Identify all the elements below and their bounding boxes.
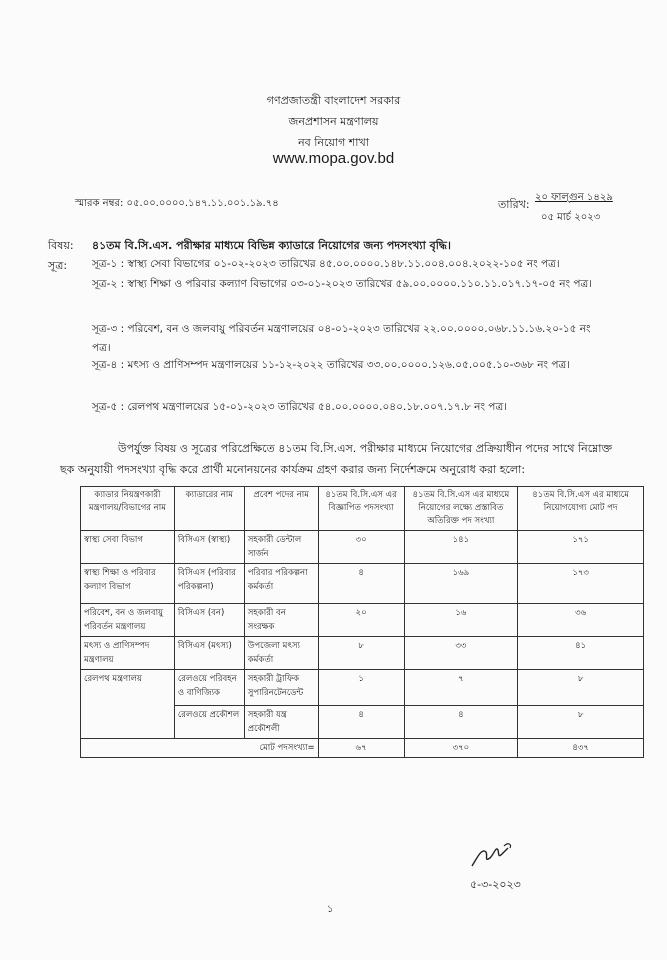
date-bangla: ২০ ফাল্গুন ১৪২৯: [535, 192, 613, 203]
reference-item: সূত্র-১ : স্বাস্থ্য সেবা বিভাগের ০১-০২-২০২৩ তারিখের ৪৫.০০.০০০০.১৪৮.১১.০০৪.০০৪.২০২২-১০৫ নং পত্র।: [92, 258, 560, 270]
date-english: ০৫ মার্চ ২০২৩: [541, 212, 601, 223]
post-cell: সহকারী যন্ত্র প্রকৌশলী: [244, 706, 318, 739]
advertised-cell: ২০: [318, 604, 404, 637]
total-cell: ১৭১: [518, 531, 644, 564]
cadre-cell: বিসিএস (পরিবার পরিকল্পনা): [174, 564, 244, 604]
total-total: ৪৩৭: [518, 739, 644, 758]
cadre-cell: রেলওয়ে প্রকৌশল: [174, 706, 244, 739]
post-cell: সহকারী ডেন্টাল সার্জন: [244, 531, 318, 564]
total-label: মোট পদসংখ্যা=: [81, 739, 319, 758]
ministry-cell: মৎস্য ও প্রাণিসম্পদ মন্ত্রণালয়: [81, 637, 175, 670]
table-row: [81, 670, 644, 706]
subject-label: বিষয়:: [48, 239, 74, 252]
total-cell: ৩৬: [518, 604, 644, 637]
reference-item: সূত্র-৪ : মৎস্য ও প্রাণিসম্পদ মন্ত্রণালয়ের ১১-১২-২০২২ তারিখের ৩৩.০০.০০০০.১২৬.০৫.০০৫.১০-৩৬৮ নং পত্র।: [92, 359, 570, 371]
table-row: [81, 564, 644, 604]
total-advertised: ৬৭: [318, 739, 404, 758]
posts-table: [80, 486, 644, 758]
column-header: ৪১তম বি.সি.এস এর মাধ্যমে নিয়োগের লক্ষ্যে প্রস্তাবিত অতিরিক্ত পদ সংখ্যা: [404, 487, 518, 531]
total-cell: ১৭৩: [518, 564, 644, 604]
column-header: ক্যাডার নিয়ন্ত্রণকারী মন্ত্রণালয়/বিভাগের নাম: [81, 487, 175, 531]
total-cell: ৮: [518, 706, 644, 739]
signature: [468, 838, 516, 870]
body-paragraph: উপর্যুক্ত বিষয় ও সূত্রের পরিপ্রেক্ষিতে ৪১তম বি.সি.এস. পরীক্ষার মাধ্যমে নিয়োগের প্রক্রিয়াধীন পদের সাথে নিম্নোক্ত ছক অনুযায়ী পদসংখ্যা বৃদ্ধি করে প্রার্থী মনোনয়নের কার্যক্রম গ্রহণ করার জন্য নির্দেশক্রমে অনুরোধ করা হলো:: [60, 442, 613, 476]
cadre-cell: বিসিএস (স্বাস্থ্য): [174, 531, 244, 564]
table-row: [81, 531, 644, 564]
advertised-cell: ৩০: [318, 531, 404, 564]
advertised-cell: ৪: [318, 706, 404, 739]
table-total-row: [81, 739, 644, 758]
signature-date: ৫-৩-২০২৩: [470, 878, 521, 891]
ministry-cell: স্বাস্থ্য শিক্ষা ও পরিবার কল্যাণ বিভাগ: [81, 564, 175, 604]
advertised-cell: ৪: [318, 564, 404, 604]
cadre-cell: বিসিএস (বন): [174, 604, 244, 637]
ministry-name: জনপ্রশাসন মন্ত্রণালয়: [288, 115, 379, 128]
section-name: নব নিয়োগ শাখা: [298, 136, 369, 149]
additional-cell: ৩৩: [404, 637, 518, 670]
advertised-cell: ৮: [318, 637, 404, 670]
ministry-cell: পরিবেশ, বন ও জলবায়ু পরিবর্তন মন্ত্রণালয়: [81, 604, 175, 637]
government-name: গণপ্রজাতন্ত্রী বাংলাদেশ সরকার: [266, 94, 401, 107]
reference-item: সূত্র-২ : স্বাস্থ্য শিক্ষা ও পরিবার কল্যাণ বিভাগের ০৩-০১-২০২৩ তারিখের ৫৯.০০.০০০০.১১০.১১.০১৭.১৭-০৫ নং পত্র।: [92, 278, 592, 290]
advertised-cell: ১: [318, 670, 404, 706]
website-link[interactable]: www.mopa.gov.bd: [272, 150, 395, 167]
date-label: তারিখ:: [498, 198, 530, 211]
additional-cell: ১৪১: [404, 531, 518, 564]
cadre-cell: বিসিএস (মৎস্য): [174, 637, 244, 670]
reference-label: সূত্র:: [48, 259, 68, 272]
additional-cell: ১৬: [404, 604, 518, 637]
total-cell: ৪১: [518, 637, 644, 670]
post-cell: সহকারী বন সংরক্ষক: [244, 604, 318, 637]
ministry-cell: স্বাস্থ্য সেবা বিভাগ: [81, 531, 175, 564]
additional-cell: ৪: [404, 706, 518, 739]
post-cell: পরিবার পরিকল্পনা কর্মকর্তা: [244, 564, 318, 604]
page-number: ১: [327, 904, 334, 915]
total-cell: ৮: [518, 670, 644, 706]
post-cell: সহকারী ট্রাফিক সুপারিনটেনডেন্ট: [244, 670, 318, 706]
ministry-cell: রেলপথ মন্ত্রণালয়: [81, 670, 175, 739]
column-header: ক্যাডারের নাম: [174, 487, 244, 531]
additional-cell: ৭: [404, 670, 518, 706]
reference-item: সূত্র-৫ : রেলপথ মন্ত্রণালয়ের ১৫-০১-২০২৩ তারিখের ৫৪.০০.০০০০.০৪০.১৮.০০৭.১৭.৮ নং পত্র।: [92, 401, 507, 413]
post-cell: উপজেলা মৎস্য কর্মকর্তা: [244, 637, 318, 670]
reference-item: সূত্র-৩ : পরিবেশ, বন ও জলবায়ু পরিবর্তন মন্ত্রণালয়ের ০৪-০১-২০২৩ তারিখের ২২.০০.০০০০.০৬৮.১১.১৬.২০-১৫ নং পত্র।: [92, 323, 591, 354]
cadre-cell: রেলওয়ে পরিবহন ও বাণিজ্যিক: [174, 670, 244, 706]
total-additional: ৩৭০: [404, 739, 518, 758]
column-header: ৪১তম বি.সি.এস এর মাধ্যমে নিয়োগযোগ্য মোট পদ: [518, 487, 644, 531]
table-row: [81, 604, 644, 637]
column-header: প্রবেশ পদের নাম: [244, 487, 318, 531]
table-row: [81, 637, 644, 670]
table-header-row: [81, 487, 644, 531]
subject-text: ৪১তম বি.সি.এস. পরীক্ষার মাধ্যমে বিভিন্ন ক্যাডারে নিয়োগের জন্য পদসংখ্যা বৃদ্ধি।: [92, 239, 451, 252]
additional-cell: ১৬৯: [404, 564, 518, 604]
memo-number: স্মারক নম্বর: ০৫.০০.০০০০.১৪৭.১১.০০১.১৯.৭৪: [75, 198, 279, 209]
column-header: ৪১তম বি.সি.এস এর বিজ্ঞাপিত পদসংখ্যা: [318, 487, 404, 531]
